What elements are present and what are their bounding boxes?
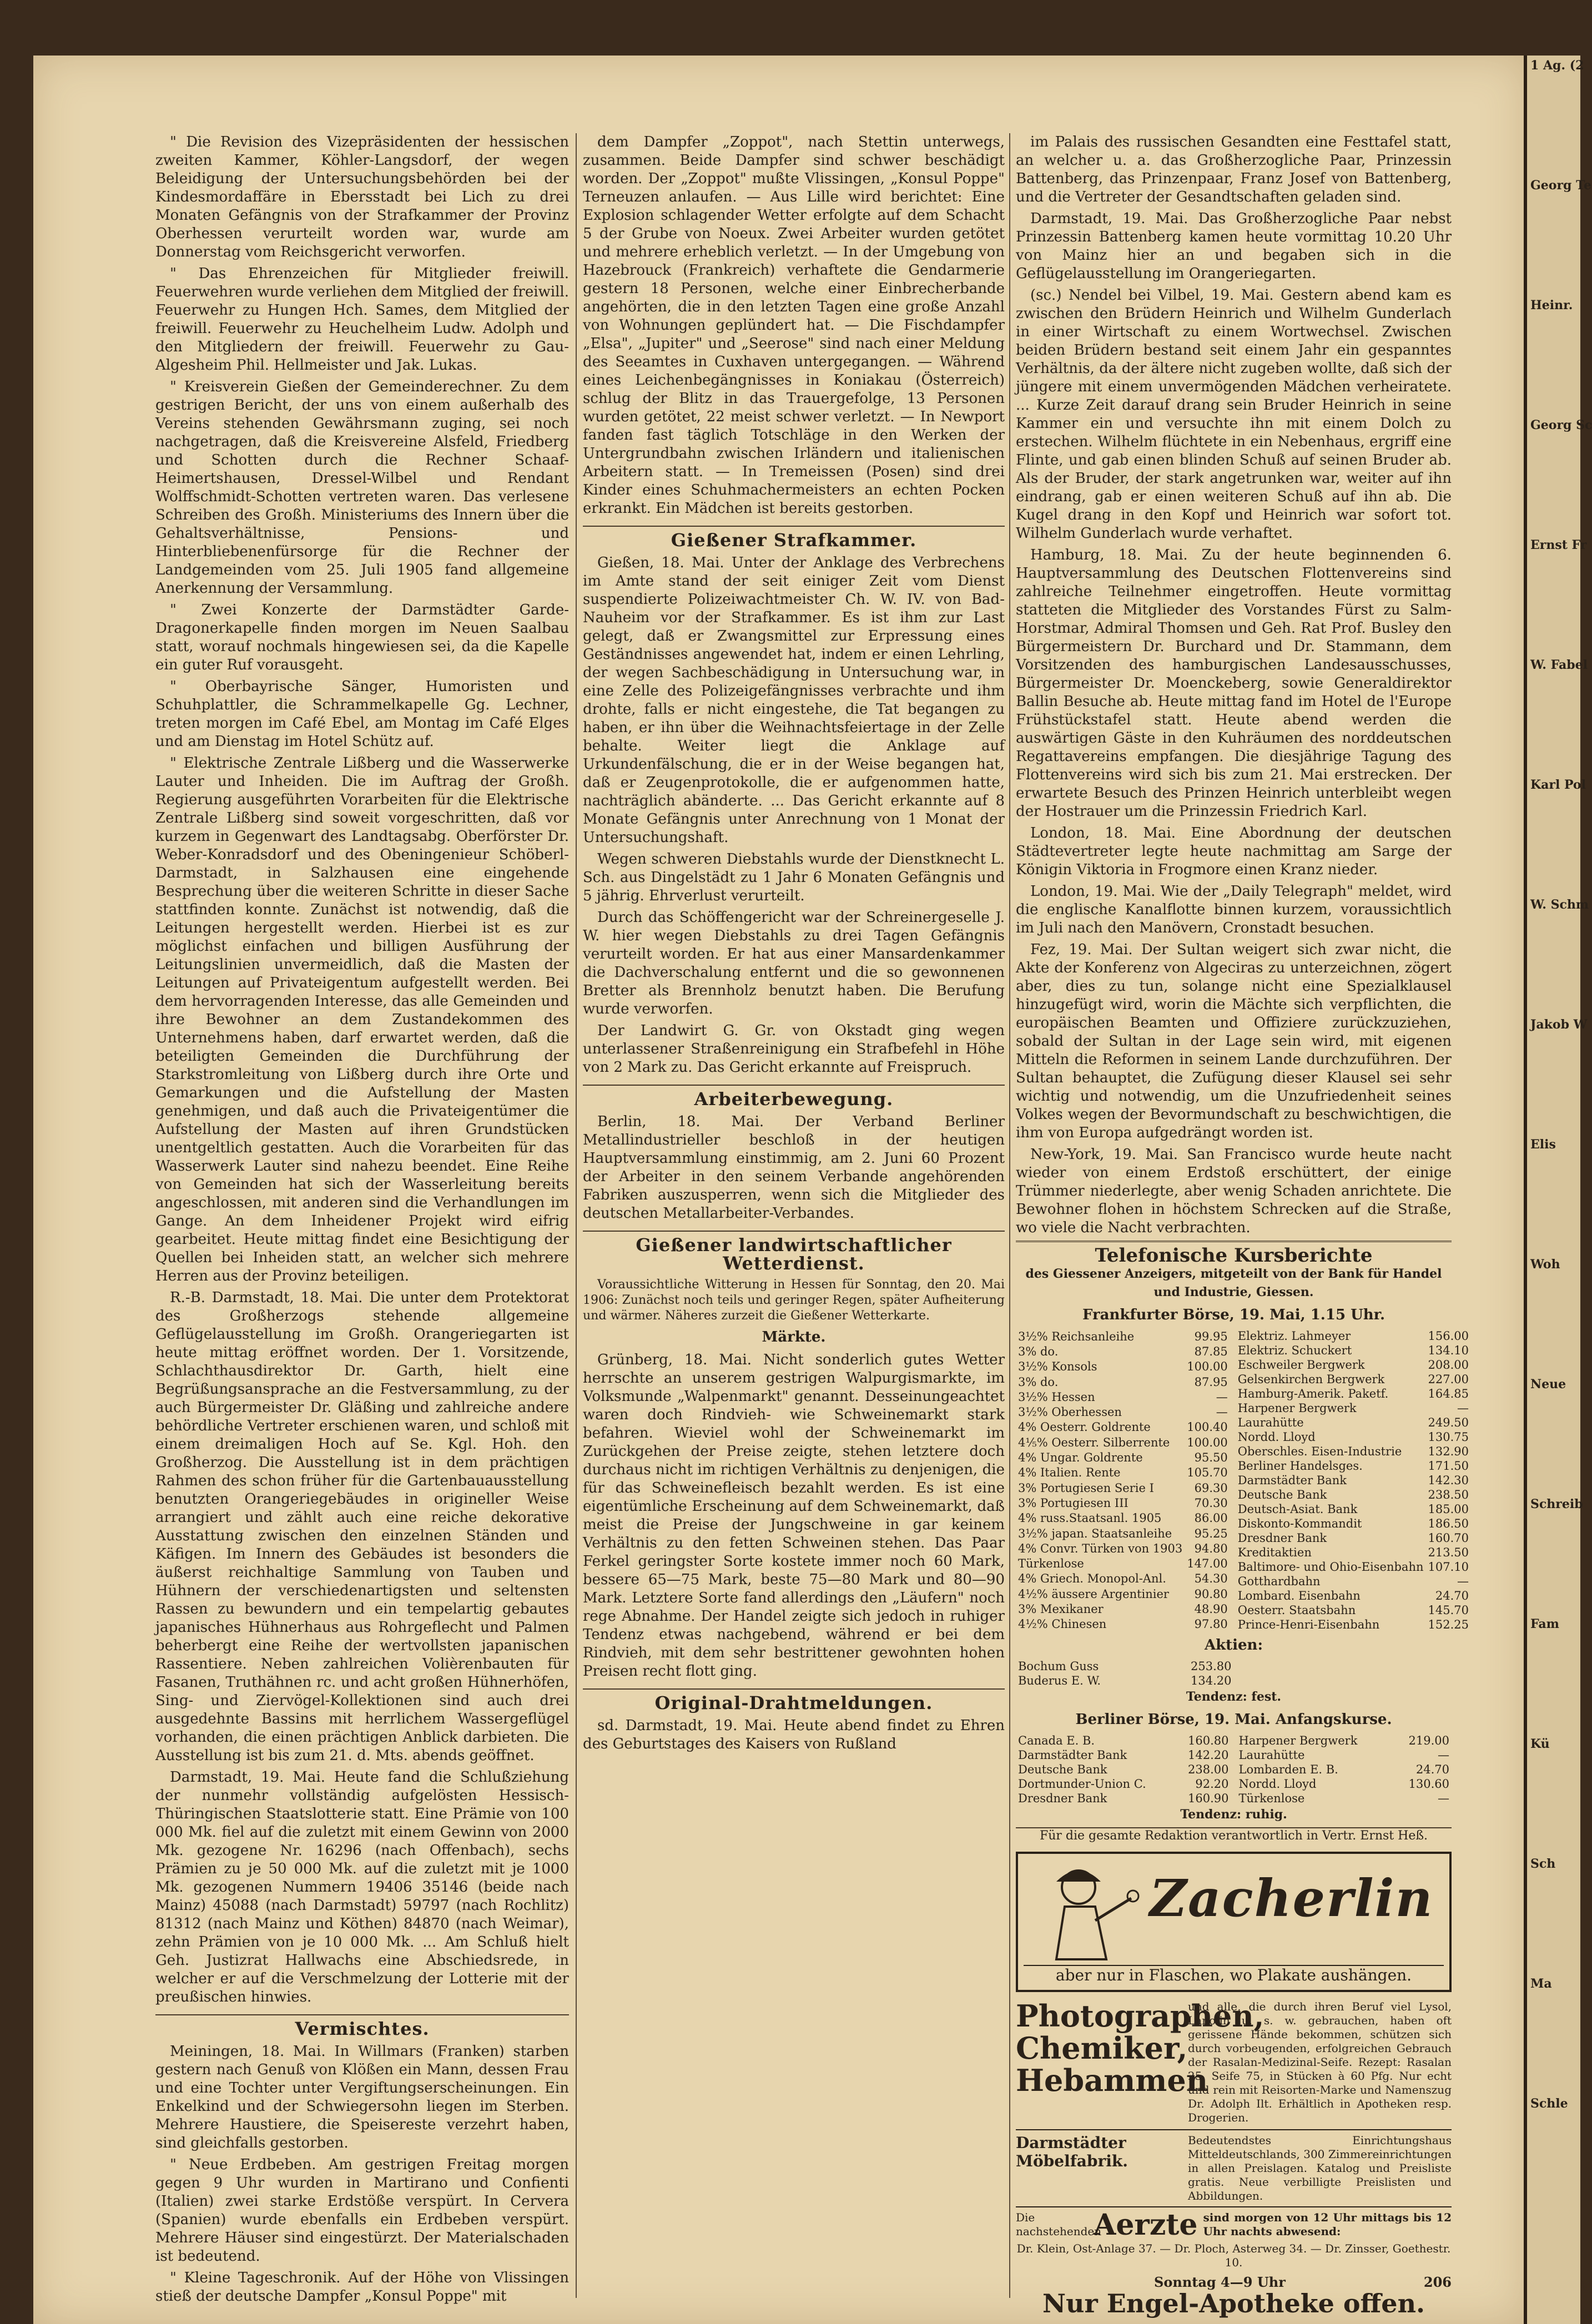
article: Grünberg, 18. Mai. Nicht sonderlich gutes Wetter herrschte an unserem gestrigen Walpurgismarkte, im Volksmunde „Walpenmarkt" genannt. Desseinungeachtet waren doch Rindvieh- wie Schweinemarkt stark befahren. Wieviel wohl der Schweinemarkt im Zurückgehen der Preise zeigte, stehen letztere doch durchaus nicht im richtigen Verhältnis zu denjenigen, die für das Schweinefleisch bezahlt werden. Es ist eine eigentümliche Erscheinung auf dem Schweinemarkt, daß meist die Preise der Jungschweine in gar keinem Verhältnis zu den fetten Schweinen stehen. Das Paar Ferkel geringster Sorte kostete immer noch 60 Mark, bessere 65—75 Mark, beste 75—80 Mark und 80—90 Mark. Letztere Sorte fand allerdings den „Läufern" noch rege Abnahme. Der Handel zeigte sich jedoch in ruhiger Tendenz etwas nachgebend, während er bei dem Rindvieh, mit dem sehr bestrittener gewohnten hohen Preisen recht flott ging. [583,1352,1005,1680]
quote-value: 145.70 [1428,1604,1469,1617]
quote-name: Eschweiler Bergwerk [1237,1358,1365,1372]
next-page-fragment: Georg Te [1530,178,1591,193]
quote-name: 3% Portugiesen Serie I [1018,1481,1154,1495]
quote-value: 95.25 [1194,1526,1228,1540]
aerzte-names: Dr. Klein, Ost-Anlage 37. — Dr. Ploch, Asterweg 34. — Dr. Zinsser, Goethestr. 10. [1016,2242,1451,2269]
quote-value: 100.40 [1187,1420,1228,1434]
quote-value: 219.00 [1408,1734,1449,1747]
quote-value: 70.30 [1194,1496,1228,1510]
next-page-fragment: W. Fabel [1530,658,1588,672]
quote-name: Diskonto-Kommandit [1237,1517,1362,1530]
article: Wegen schweren Diebstahls wurde der Dienstknecht L. Sch. aus Dingelstädt zu 1 Jahr 6 Monaten Gefängnis und 5 jährig. Ehrverlust verurteilt. [583,851,1005,904]
quote-name: Laurahütte [1237,1416,1304,1429]
quote-row [1237,1791,1452,1806]
quote-name: Elektriz. Lahmeyer [1237,1329,1351,1343]
quote-value: 213.50 [1428,1546,1469,1559]
quote-value: 142.20 [1188,1748,1229,1762]
quote-row [1016,1659,1234,1673]
quote-value: — [1457,1575,1469,1588]
next-page-fragment: Neue [1530,1377,1566,1392]
quote-row [1236,1430,1471,1444]
quote-name: 3½% Konsols [1018,1360,1097,1374]
quote-value: 238.50 [1428,1488,1469,1501]
quote-value: — [1457,1402,1469,1415]
frankfurt-tables [1016,1329,1469,1632]
quote-value: 186.50 [1428,1517,1469,1530]
quote-name: Türkenlose [1018,1557,1084,1571]
quote-name: 3% do. [1018,1344,1059,1358]
next-page-fragment: Fam [1530,1617,1559,1631]
quote-row [1016,1777,1231,1791]
article: sd. Darmstadt, 19. Mai. Heute abend findet zu Ehren des Geburtstages des Kaisers von Rußland [583,1717,1005,1752]
next-page-fragment: Ma [1530,1977,1552,1991]
article: " Elektrische Zentrale Lißberg und die Wasserwerke Lauter und Inheiden. Die im Auftrag der Großh. Regierung ausgeführten Vorarbeiten für die Elektrische Zentrale Lißberg sind soweit vorgeschritten, daß vor kurzem in Gegenwart des Landtagsabg. Oberförster Dr. Weber-Konradsdorf und des Obeningenieur Schöberl-Darmstadt, in Salzhausen eine eingehende Besprechung über die weiteren Schritte in dieser Sache stattfinden konnte. Zunächst ist notwendig, daß die Leitungen hergestellt werden. Hierbei ist es zur möglichst einfachen und billigen Ausführung der Leitungslinien unvermeidlich, daß die Masten der Leitungen auf Privateigentum aufgestellt werden. Bei dem hervorragenden Interesse, das alle Gemeinden und ihre Bewohner an dem Zustandekommen des Unternehmens haben, darf erwartet werden, daß die beteiligten Gemeinden die Durchführung der Starkstromleitung von Lißberg durch ihre Orte und Gemarkungen und die Aufstellung der Masten genehmigen, und daß auch die Privateigentümer die Aufstellung der Masten auf ihren Grundstücken unentgeltlich gestatten. Auch die Vorarbeiten für das Wasserwerk Lauter sind nahezu beendet. Eine Reihe von Gemeinden hat sich der Wasserleitung bereits angeschlossen, mit anderen sind die Verhandlungen im Gange. An dem Inheidener Projekt wird eifrig gearbeitet. Heute mittag findet eine Besichtigung der Quellen bei Inheiden statt, an welcher sich mehrere Herren aus der Provinz beteiligen. [155,755,569,1284]
next-page-fragment: Heinr. [1530,298,1573,312]
quote-value: 90.80 [1194,1587,1228,1601]
aktien-heading: Aktien: [1204,1637,1263,1653]
quote-row [1016,1571,1230,1586]
quote-value: 105.70 [1187,1466,1228,1480]
quote-value: 107.10 [1428,1560,1469,1574]
quote-name: 3% do. [1018,1375,1059,1389]
quote-row [1236,1387,1471,1401]
next-page-fragment: Ernst Fr [1530,538,1587,552]
section-heading-vermischtes: Vermischtes. [155,2014,569,2038]
quote-row [1237,1762,1452,1777]
quote-value: — [1438,1748,1449,1762]
quote-row [1237,1748,1452,1762]
article: New-York, 19. Mai. San Francisco wurde heute nacht wieder von einem Erdstoß erschüttert, der einige Trümmer niederlegte, aber wenig Schaden anrichtete. Die Bewohner flohen in höchstem Schrecken auf die Straße, wo viele die Nacht verbrachten. [1016,1146,1452,1236]
next-page-fragment: Georg Sc [1530,418,1592,432]
quote-name: 4½% äussere Argentinier [1018,1587,1169,1601]
quote-name: 4% russ.Staatsanl. 1905 [1018,1511,1162,1525]
quote-value: 147.00 [1187,1557,1228,1571]
article: " Neue Erdbeben. Am gestrigen Freitag morgen gegen 9 Uhr wurden in Martirano und Confienti (Italien) zwei starke Erdstöße verspürt. In Cervera (Spanien) wurde ebenfalls ein Erdbeben verspürt. Mehrere Häuser sind eingestürzt. Der Materialschaden ist bedeutend. [155,2156,569,2265]
quote-value: 100.00 [1187,1360,1228,1374]
quote-name: 3% Mexikaner [1018,1602,1104,1616]
quote-value: 130.60 [1408,1777,1449,1791]
quote-name: 4% Griech. Monopol-Anl. [1018,1572,1166,1586]
apotheke-number: 206 [1423,2274,1452,2290]
quote-name: Dortmunder-Union C. [1018,1777,1146,1791]
stock-report-title: Telefonische Kursberichte [1016,1241,1452,1265]
article: London, 18. Mai. Eine Abordnung der deutschen Städtevertreter legte heute nachmittag am Sarge der Königin Viktoria in Frogmore einen Kranz nieder. [1016,825,1452,878]
quote-name: 4% Italien. Rente [1018,1466,1121,1480]
quote-value: 97.80 [1194,1617,1228,1631]
quote-row [1016,1526,1230,1541]
frankfurt-left-table [1016,1329,1230,1632]
quote-row [1236,1459,1471,1473]
column-3 [1016,133,1469,2318]
article: Hamburg, 18. Mai. Zu der heute beginnenden 6. Hauptversammlung des Deutschen Flottenvereins sind zahlreiche Teilnehmer eingetroffen. Heute vormittag statteten die Mitglieder des Vorstandes Fürst zu Salm-Horstmar, Admiral Thomsen und Geh. Rat Prof. Busley den Bürgermeistern Dr. Burchard und Dr. Stammann, dem Vorsitzenden des hamburgischen Landesausschusses, Bürgermeister Dr. Moenckeberg, sowie Generaldirektor Ballin Besuche ab. Heute mittag fand im Hotel de l'Europe Frühstückstafel statt. Heute abend werden die auswärtigen Gäste in den Kuhräumen des norddeutschen Regattavereins empfangen. Die diesjährige Tagung des Flottenvereins wird sich bis zum 21. Mai erstrecken. Der erwartete Besuch des Prinzen Heinrich unterbleibt wegen der Hostrauer um die Prinzessin Friedrich Karl. [1016,547,1452,820]
quote-row [1016,1359,1230,1374]
quote-name: 4% Ungar. Goldrente [1018,1451,1143,1465]
zacherlin-brand: Zacherlin [1149,1868,1434,1928]
quote-value: — [1216,1405,1228,1419]
article: London, 19. Mai. Wie der „Daily Telegraph" meldet, wird die englische Kanalflotte binnen kurzem, voraussichtlich im Juli nach den Manövern, Cronstadt besuchen. [1016,883,1452,936]
quote-value: — [1438,1792,1449,1805]
quote-name: 4% Oesterr. Goldrente [1018,1420,1151,1434]
section-heading-maerkte: Märkte. [762,1329,826,1345]
quote-row [1016,1748,1231,1762]
next-page-fragment: Schreib [1530,1497,1583,1511]
quote-value: 171.50 [1428,1459,1469,1473]
quote-value: 185.00 [1428,1503,1469,1516]
headline-word: Photographen, [1016,1998,1264,2034]
quote-row [1236,1401,1471,1415]
berlin-right-table [1237,1733,1452,1806]
berlin-tables [1016,1733,1452,1806]
article: dem Dampfer „Zoppot", nach Stettin unterwegs, zusammen. Beide Dampfer sind schwer beschädigt worden. Der „Zoppot" mußte Vlissingen, „Konsul Poppe" Terneuzen anlaufen. — Aus Lille wird berichtet: Eine Explosion schlagender Wetter erfolgte auf dem Schacht 5 der Grube von Noeux. Zwei Arbeiter wurden getötet und mehrere erheblich verletzt. — In der Umgebung von Hazebrouck (Frankreich) verhaftete die Gendarmerie gestern 18 Personen, welche einer Einbrecherbande angehörten, die in den letzten Tagen eine große Anzahl von Wohnungen geplündert hat. — Die Fischdampfer „Elsa", „Jupiter" und „Seerose" sind nach einer Meldung des Seeamtes in Cuxhaven untergegangen. — Während eines Leichenbegängnisses in Koniakau (Österreich) schlug der Blitz in das Trauergefolge, 13 Personen wurden getötet, 22 meist schwer verletzt. — In Newport fanden fast täglich Totschläge in den Werken der Untergrundbahn zwischen Irländern und italienischen Arbeitern statt. — In Tremeissen (Posen) sind drei Kinder eines Schuhmachermeisters an echten Pocken erkrankt. Ein Mädchen ist bereits gestorben. [583,134,1005,517]
article: Darmstadt, 19. Mai. Das Großherzogliche Paar nebst Prinzessin Battenberg kamen heute vormittag 10.20 Uhr von Mainz hier an und begaben sich in die Geflügelausstellung im Orangeriegarten. [1016,210,1452,282]
quote-name: Nordd. Lloyd [1238,1777,1317,1791]
quote-value: 238.00 [1188,1763,1229,1776]
quote-row [1016,1480,1230,1495]
headline-word: Hebammen [1016,2063,1208,2098]
tendenz: Tendenz: fest. [1186,1690,1282,1704]
quote-name: 4½% Chinesen [1018,1617,1107,1631]
quote-row [1237,1733,1452,1748]
quote-value: 87.95 [1194,1375,1228,1389]
quote-value: 100.00 [1187,1435,1228,1449]
next-page-fragments [1527,56,1592,2114]
next-page-fragment: Sch [1530,1857,1556,1871]
quote-value: 164.85 [1428,1387,1469,1400]
quote-value: — [1216,1390,1228,1404]
aerzte-prefix: Die nachstehenden [1016,2211,1102,2238]
quote-value: 134.10 [1428,1344,1469,1357]
quote-value: 160.90 [1188,1792,1229,1805]
section-heading-arbeiterbewegung: Arbeiterbewegung. [583,1085,1005,1108]
aerzte-text: sind morgen von 12 Uhr mittags bis 12 Uhr nachts abwesend: [1203,2211,1452,2238]
quote-name: Laurahütte [1238,1748,1305,1762]
quote-name: Prince-Henri-Eisenbahn [1237,1618,1380,1631]
article: Der Landwirt G. Gr. von Okstadt ging wegen unterlassener Straßenreinigung ein Strafbefehl in Höhe von 2 Mark zu. Das Gericht erkannte auf Freispruch. [583,1022,1005,1076]
quote-value: 160.70 [1428,1531,1469,1545]
section-heading-strafkammer: Gießener Strafkammer. [583,526,1005,550]
quote-row [1016,1404,1230,1419]
quote-row [1016,1791,1231,1806]
section-heading-wetterdienst: Gießener landwirtschaftlicher Wetterdienst. [583,1231,1005,1273]
quote-row [1236,1372,1471,1387]
quote-name: Dresdner Bank [1237,1531,1327,1545]
next-page-fragment: W. Schm [1530,898,1589,912]
quote-name: Deutsche Bank [1018,1763,1107,1776]
article: " Kleine Tageschronik. Auf der Höhe von Vlissingen stieß der deutsche Dampfer „Konsul Poppe" mit [155,2270,569,2305]
article: " Das Ehrenzeichen für Mitglieder freiwill. Feuerwehren wurde verliehen dem Mitglied der freiwill. Feuerwehr zu Hungen Hch. Sames, dem Mitglied der freiwill. Feuerwehr zu Heuchelheim Ludw. Adolph und den Mitgliedern der freiwill. Feuerwehr zu Gau-Algesheim Phil. Hellmeister und Jak. Lukas. [155,265,570,374]
quote-name: Baltimore- und Ohio-Eisenbahn [1237,1560,1424,1574]
next-page-fragment: 1 Ag. (2 [1530,58,1584,73]
apotheke-notice: Nur Engel-Apotheke offen. [1042,2288,1425,2318]
quote-value: 134.20 [1191,1674,1232,1687]
quote-name: Darmstädter Bank [1018,1748,1127,1762]
quote-value: 253.80 [1191,1660,1232,1673]
frankfurt-right-table [1236,1329,1471,1632]
quote-value: 249.50 [1428,1416,1469,1429]
moebel-title: Darmstädter Möbelfabrik. [1016,2134,1128,2170]
quote-row [1016,1389,1230,1404]
quote-name: Berliner Handelsges. [1237,1459,1363,1473]
zacherlin-slogan: aber nur in Flaschen, wo Plakate aushängen. [1024,1965,1444,1984]
aerzte-notice [1016,2207,1452,2242]
article: im Palais des russischen Gesandten eine Festtafel statt, an welcher u. a. das Großherzogliche Paar, Prinzessin Battenberg, das Prinzenpaar, Franz Josef von Battenberg, und die Vertreter der Gesandtschaften geladen sind. [1016,134,1452,205]
article: Gießen, 18. Mai. Unter der Anklage des Verbrechens im Amte stand der seit einiger Zeit vom Dienst suspendierte Polizeiwachtmeister Ch. W. IV. von Bad-Nauheim vor der Strafkammer. Es ist ihm zur Last gelegt, daß er Zwangsmittel zur Erpressung eines Geständnisses angewendet hat, indem er einen Lehrling, der wegen Sachbeschädigung in Untersuchung war, in eine Zelle des Polizeigefängnisses verbrachte und ihm drohte, falls er nicht eingestehe, die Tat begangen zu haben, er ihn über die Weihnachtsfeiertage in der Zelle behalte. Weiter liegt die Anklage auf Urkundenfälschung, die er in der Weise begangen hat, daß er Zeugenprotokolle, die er aufgenommen hatte, nachträglich abänderte. ... Das Gericht erkannte auf 8 Monate Gefängnis unter Anrechnung von 1 Monat der Untersuchungshaft. [583,554,1005,846]
column-rule [576,133,577,2298]
quote-row [1016,1762,1231,1777]
rasalan-ad [1016,2000,1452,2130]
quote-row [1236,1560,1471,1574]
next-page-fragment: Woh [1530,1257,1560,1272]
article: Berlin, 18. Mai. Der Verband Berliner Metallindustrieller beschloß in der heutigen Hauptversammlung einstimmig, am 2. Juni 60 Prozent der Arbeiter in den seinem Verbande angehörenden Fabriken auszusperren, wenn sich die Mitglieder des deutschen Metallarbeiter-Verbandes. [583,1113,1005,1222]
rasalan-headline [1016,1998,1264,2125]
quote-row [1236,1574,1471,1589]
quote-value: 87.85 [1194,1344,1228,1358]
quote-row [1016,1673,1234,1688]
quote-name: Lombarden E. B. [1238,1763,1338,1776]
quote-value: 54.30 [1194,1572,1228,1586]
column-2 [583,133,1005,2298]
quote-value: 156.00 [1428,1329,1469,1343]
quote-name: Oberschles. Eisen-Industrie [1237,1445,1402,1458]
quote-name: 3½% Reichsanleihe [1018,1329,1135,1343]
quote-value: 95.50 [1194,1451,1228,1465]
quote-value: 92.20 [1195,1777,1229,1791]
next-page-fragment: Elis [1530,1137,1556,1152]
quote-row [1016,1329,1230,1344]
quote-row [1236,1488,1471,1502]
section-heading-drahtmeldungen: Original-Drahtmeldungen. [583,1688,1005,1712]
quote-row [1016,1541,1230,1556]
next-page-fragment: Schle [1530,2096,1568,2111]
quote-row [1236,1329,1471,1343]
quote-row [1236,1358,1471,1372]
quote-value: 130.75 [1428,1430,1469,1444]
quote-row [1016,1556,1230,1571]
article: R.-B. Darmstadt, 18. Mai. Die unter dem Protektorat des Großherzogs stehende allgemeine Geflügelausstellung im Großh. Orangeriegarten ist heute mittag eröffnet worden. Der 1. Vorsitzende, Schlachthausdirektor Dr. Garth, hielt eine Begrüßungsansprache an die Festversammlung, zu der auch Bürgermeister Dr. Gläßing und zahlreiche andere behördliche Vertreter erschienen waren, und schloß mit einem dreimaligen Hoch auf Se. Kgl. Hoh. den Großherzog. Die Ausstellung ist in dem prächtigen Rahmen des schon früher für die Gartenbauausstellung benutzten Orangeriegebäudes in origineller Weise arrangiert und zählt auch eine reiche dekorative Ausstattung zwischen den einzelnen Ständen und Käfigen. Im Innern des Gebäudes ist besonders die äußerst reichhaltige Sammlung von Tauben und Hühnern der verschiedenartigsten und seltensten Rassen zu bewundern und ein tempelartig gebautes japanisches Hühnerhaus aus Rohrgeflecht und Palmen beherbergt eine Reihe der wertvollsten japanischen Rassentiere. Neben zahlreichen Volièrenbauten für Fasanen, Truthähnen rc. und acht großen Hühnerhöfen, Sing- und Ziervögel-Kollektionen sind auch drei ausgedehnte Bassins mit herrlichem Wassergeflügel vorhanden, die einen prächtigen Anblick darbieten. Die Ausstellung ist bis zum 21. d. Mts. abends geöffnet. [155,1289,569,1764]
quote-row [1016,1617,1230,1632]
quote-value: 48.90 [1194,1602,1228,1616]
aerzte-title: Aerzte [1094,2207,1198,2242]
column-1 [155,133,570,2305]
quote-name: Harpener Bergwerk [1238,1734,1358,1747]
article: Durch das Schöffengericht war der Schreinergeselle J. W. hier wegen Diebstahls zu drei Tagen Gefängnis verurteilt worden. Er hat aus einer Mansardenkammer die Dachverschalung entfernt und die so gewonnenen Bretter als Brennholz benutzt haben. Die Berufung wurde verworfen. [583,909,1005,1017]
tendenz: Tendenz: ruhig. [1180,1807,1287,1822]
quote-name: Canada E. B. [1018,1734,1095,1747]
next-page-edge [1524,56,1592,2324]
weather-report: Voraussichtliche Witterung in Hessen für Sonntag, den 20. Mai 1906: Zunächst noch teils und geringer Regen, später Aufheiterung und wärmer. Näheres zurzeit die Gießener Wetterkarte. [583,1278,1005,1323]
column-rule [1009,133,1010,2298]
quote-name: Nordd. Lloyd [1237,1430,1316,1444]
quote-value: 132.90 [1428,1445,1469,1458]
frankfurt-heading: Frankfurter Börse, 19. Mai, 1.15 Uhr. [1082,1307,1386,1323]
quote-name: Buderus E. W. [1018,1674,1101,1687]
stock-report-subtitle: des Giessener Anzeigers, mitgeteilt von der Bank für Handel und Industrie, Giessen. [1025,1267,1442,1299]
quote-value: 94.80 [1194,1541,1228,1555]
quote-name: 4% Convr. Türken von 1903 [1018,1541,1183,1555]
quote-name: 3½% japan. Staatsanleihe [1018,1526,1172,1540]
quote-name: Lombard. Eisenbahn [1237,1589,1361,1602]
quote-row [1237,1777,1452,1791]
quote-name: Dresdner Bank [1018,1792,1107,1805]
quote-value: 99.95 [1194,1329,1228,1343]
quote-name: Deutsch-Asiat. Bank [1237,1503,1358,1516]
editor-line: Für die gesamte Redaktion verantwortlich in Vertr. Ernst Heß. [1016,1827,1452,1844]
zacherlin-figure-icon [1034,1859,1145,1965]
quote-row [1016,1733,1231,1748]
quote-row [1236,1603,1471,1617]
quote-row [1236,1531,1471,1545]
quote-row [1016,1374,1230,1389]
article: Darmstadt, 19. Mai. Heute fand die Schlußziehung der nunmehr vollständig aufgelösten Hessisch-Thüringischen Staatslotterie statt. Eine Prämie von 100 000 Mk. fiel auf die zuletzt mit einem Gewinn von 2000 Mk. gezogene Nr. 16296 (nach Offenbach), sechs Prämien zu je 50 000 Mk. auf die zuletzt mit je 1000 Mk. gezogenen Nummern 19406 35146 (beide nach Mainz) 45088 (nach Darmstadt) 59797 (nach Rochlitz) 81312 (nach Mainz und Köthen) 84870 (nach Weimar), zehn Prämien von je 10 000 Mk. ... Am Schluß hielt Geh. Justizrat Hallwachs eine Abschiedsrede, in welcher er auf die Verschmelzung der Lotterie mit der preußischen hinwies. [155,1769,569,2005]
apotheke-time: Sonntag 4—9 Uhr [1154,2274,1286,2290]
quote-row [1236,1473,1471,1488]
quote-row [1016,1435,1230,1450]
quote-name: 3% Portugiesen III [1018,1496,1128,1510]
quote-name: 4⅕% Oesterr. Silberrente [1018,1435,1170,1449]
quote-name: Bochum Guss [1018,1660,1099,1673]
quote-row [1236,1589,1471,1603]
quote-name: Elektriz. Schuckert [1237,1344,1352,1357]
quote-row [1016,1601,1230,1616]
quote-row [1236,1545,1471,1560]
article: " Oberbayrische Sänger, Humoristen und Schuhplattler, die Schrammelkapelle Gg. Lechner, treten morgen im Café Ebel, am Montag im Café Elges und am Dienstag im Hotel Schütz auf. [155,678,569,750]
quote-value: 227.00 [1428,1373,1469,1386]
quote-row [1236,1415,1471,1430]
next-page-fragment: Kü [1530,1737,1550,1751]
quote-name: Türkenlose [1238,1792,1305,1805]
berlin-left-table [1016,1733,1231,1806]
article: (sc.) Nendel bei Vilbel, 19. Mai. Gestern abend kam es zwischen den Brüdern Heinrich und Wilhelm Gunderlach in einer Wirtschaft zu einem Wortwechsel. Zwischen beiden Brüdern bestand seit einem Jahr ein gespanntes Verhältnis, da der ältere nicht zugeben wollte, daß sich der jüngere mit einem unvermögenden Mädchen verheiratete. ... Kurze Zeit darauf drang sein Bruder Heinrich in seine Kammer ein und versuchte ihn mit einem Dolch zu erstechen. Wilhelm flüchtete in ein Nebenhaus, ergriff eine Flinte, und gab einen blinden Schuß auf seinen Bruder ab. Als der Bruder, der stark angetrunken war, weiter auf ihn eindrang, gab er einen weiteren Schuß auf ihn ab. Die Kugel drang in den Kopf und Heinrich war sofort tot. Wilhelm Gunderlach wurde verhaftet. [1016,287,1452,542]
quote-row [1016,1511,1230,1526]
quote-row [1016,1344,1230,1359]
berlin-heading: Berliner Börse, 19. Mai. Anfangskurse. [1075,1711,1392,1728]
headline-word: Chemiker, [1016,2030,1188,2066]
quote-value: 152.25 [1428,1618,1469,1631]
quote-name: Gelsenkirchen Bergwerk [1237,1373,1385,1386]
quote-name: Kreditaktien [1237,1546,1312,1559]
quote-row [1236,1502,1471,1516]
quote-value: 142.30 [1428,1474,1469,1487]
next-page-fragment: Jakob W [1530,1017,1588,1032]
quote-row [1236,1444,1471,1459]
quote-name: Darmstädter Bank [1237,1474,1347,1487]
quote-value: 160.80 [1188,1734,1229,1747]
quote-row [1016,1495,1230,1510]
zacherlin-ad [1016,1852,1452,1992]
quote-value: 24.70 [1415,1763,1449,1776]
quote-row [1016,1465,1230,1480]
quote-value: 69.30 [1194,1481,1228,1495]
moebel-ad [1016,2130,1452,2207]
quote-name: Hamburg-Amerik. Paketf. [1237,1387,1389,1400]
quote-value: 86.00 [1194,1511,1228,1525]
next-page-fragment: Karl Pol [1530,778,1586,792]
quote-row [1016,1450,1230,1465]
article: " Zwei Konzerte der Darmstädter Garde-Dragonerkapelle finden morgen im Neuen Saalbau statt, worauf nochmals hingewiesen sei, da die Kapelle ein guter Ruf vorausgeht. [155,602,569,673]
quote-name: Oesterr. Staatsbahn [1237,1604,1356,1617]
article: Meiningen, 18. Mai. In Willmars (Franken) starben gestern nach Genuß von Klößen ein Mann, dessen Frau und eine Tochter unter Vergiftungserscheinungen. Ein Enkelkind und der Schwiegersohn liegen im Sterben. Mehrere Haustiere, die Speisereste verzehrt haben, sind gleichfalls gestorben. [155,2043,569,2151]
quote-name: Deutsche Bank [1237,1488,1327,1501]
article: Fez, 19. Mai. Der Sultan weigert sich zwar nicht, die Akte der Konferenz von Algeciras zu unterzeichnen, zögert aber, dies zu tun, solange nicht eine Spezialklausel hinzugefügt wird, worin die Mächte sich verpflichten, die europäischen Beamten und Offiziere zurückzuziehen, sobald der Sultan in der Lage sein wird, mit eigenen Mitteln die Reformen in seinem Lande durchzuführen. Der Sultan behauptet, die Zufügung dieser Klausel sei sehr wichtig und notwendig, um die Unzufriedenheit seines Volkes wegen der Bevormundschaft zu beschwichtigen, die ihm von Europa aufgedrängt worden ist. [1016,941,1452,1141]
quote-value: 208.00 [1428,1358,1469,1372]
quote-name: 3½% Oberhessen [1018,1405,1122,1419]
aktien-table [1016,1659,1234,1688]
quote-value: 24.70 [1435,1589,1469,1602]
moebel-text: Bedeutendstes Einrichtungshaus Mitteldeutschlands, 300 Zimmereinrichtungen in allen Preislagen. Katalog und Preisliste gratis. Neue verbilligte Preislisten und Abbildungen. [1188,2134,1452,2202]
quote-row [1236,1343,1471,1358]
article: " Die Revision des Vizepräsidenten der hessischen zweiten Kammer, Köhler-Langsdorf, der wegen Beleidigung der Untersuchungsbehörden bei der Kindesmordaffäre in Ebersstadt bei Lich zu drei Monaten Gefängnis von der Strafkammer der Provinz Oberhessen verurteilt worden war, wurde am Donnerstag vom Reichsgericht verworfen. [155,134,569,260]
quote-name: 3½% Hessen [1018,1390,1095,1404]
quote-name: Harpener Bergwerk [1237,1402,1357,1415]
quote-row [1236,1516,1471,1531]
quote-row [1236,1617,1471,1632]
article: " Kreisverein Gießen der Gemeinderechner. Zu dem gestrigen Bericht, der uns von einem außerhalb des Vereins stehenden Gewährsmann zuging, sei noch nachgetragen, daß die Kreisvereine Alsfeld, Friedberg und Schotten durch die Rechner Schaaf-Heimertshausen, Dressel-Wilbel und Rendant Wolffschmidt-Schotten vertreten waren. Das verlesene Schreiben des Großh. Ministeriums des Innern über die Gehaltsverhältnisse, Pensions- und Hinterbliebenenfürsorge für die Rechner der Landgemeinden vom 25. Juli 1905 fand allgemeine Anerkennung der Versammlung. [155,379,569,597]
quote-row [1016,1420,1230,1435]
quote-row [1016,1586,1230,1601]
rasalan-text: und alle, die durch ihren Beruf viel Lysol, Lanolin u. s. w. gebrauchen, haben oft gerissene Hände bekommen, schützen sich durch vorbeugenden, erfolgreichen Gebrauch der Rasalan-Medizinal-Seife. Rezept: Rasalan 25, Seife 75, in Stücken à 60 Pfg. Nur echt und rein mit Reisorten-Marke und Namenszug Dr. Adolph Ilt. Erhältlich in Apotheken resp. Drogerien. [1188,2000,1452,2124]
quote-name: Gotthardbahn [1237,1575,1321,1588]
